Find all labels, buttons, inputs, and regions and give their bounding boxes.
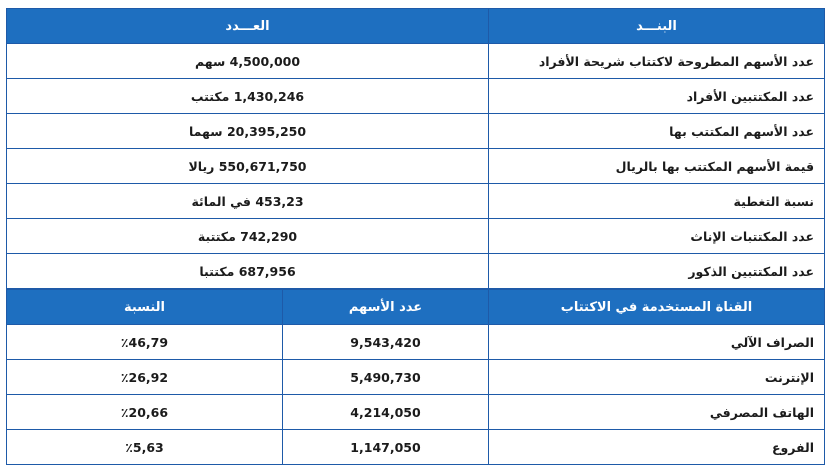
table-row [7,149,825,184]
table-row [7,79,825,114]
row-label: عدد الأسهم المطروحة لاكتتاب شريحة الأفراد [489,44,825,79]
row-label: عدد المكتتبين الذكور [489,254,825,289]
channel-percent: ٪5,63 [7,430,283,465]
header-percent: النسبة [7,290,283,325]
channel-name: الإنترنت [489,360,825,395]
row-value: 20,395,250 سهما [7,114,489,149]
channel-percent: ٪20,66 [7,395,283,430]
header-channel: القناة المستخدمة في الاكتتاب [489,290,825,325]
table-row [7,44,825,79]
channel-name: الصراف الآلي [489,325,825,360]
row-value: 742,290 مكتتبة [7,219,489,254]
table-row [7,395,825,430]
channel-name: الهاتف المصرفي [489,395,825,430]
header-shares: عدد الأسهم [283,290,489,325]
header-value: العـــدد [7,9,489,44]
summary-header-row [7,9,825,44]
channel-percent: ٪26,92 [7,360,283,395]
subscription-tables [6,8,824,465]
row-value: 550,671,750 ريالا [7,149,489,184]
table-row [7,219,825,254]
channel-name: الفروع [489,430,825,465]
table-row [7,254,825,289]
header-item: البنـــد [489,9,825,44]
channel-shares: 1,147,050 [283,430,489,465]
table-row [7,360,825,395]
channels-header-row [7,290,825,325]
channel-shares: 5,490,730 [283,360,489,395]
summary-table [6,8,825,289]
table-row [7,114,825,149]
row-label: عدد المكتتبين الأفراد [489,79,825,114]
channel-percent: ٪46,79 [7,325,283,360]
row-label: عدد الأسهم المكتتب بها [489,114,825,149]
row-label: عدد المكتتبات الإناث [489,219,825,254]
table-row [7,184,825,219]
row-value: 687,956 مكتتبا [7,254,489,289]
channel-shares: 4,214,050 [283,395,489,430]
row-label: نسبة التغطية [489,184,825,219]
table-row [7,430,825,465]
channel-shares: 9,543,420 [283,325,489,360]
row-value: 453,23 في المائة [7,184,489,219]
channels-table [6,289,825,465]
row-value: 4,500,000 سهم [7,44,489,79]
row-label: قيمة الأسهم المكتتب بها بالريال [489,149,825,184]
row-value: 1,430,246 مكتتب [7,79,489,114]
table-row [7,325,825,360]
